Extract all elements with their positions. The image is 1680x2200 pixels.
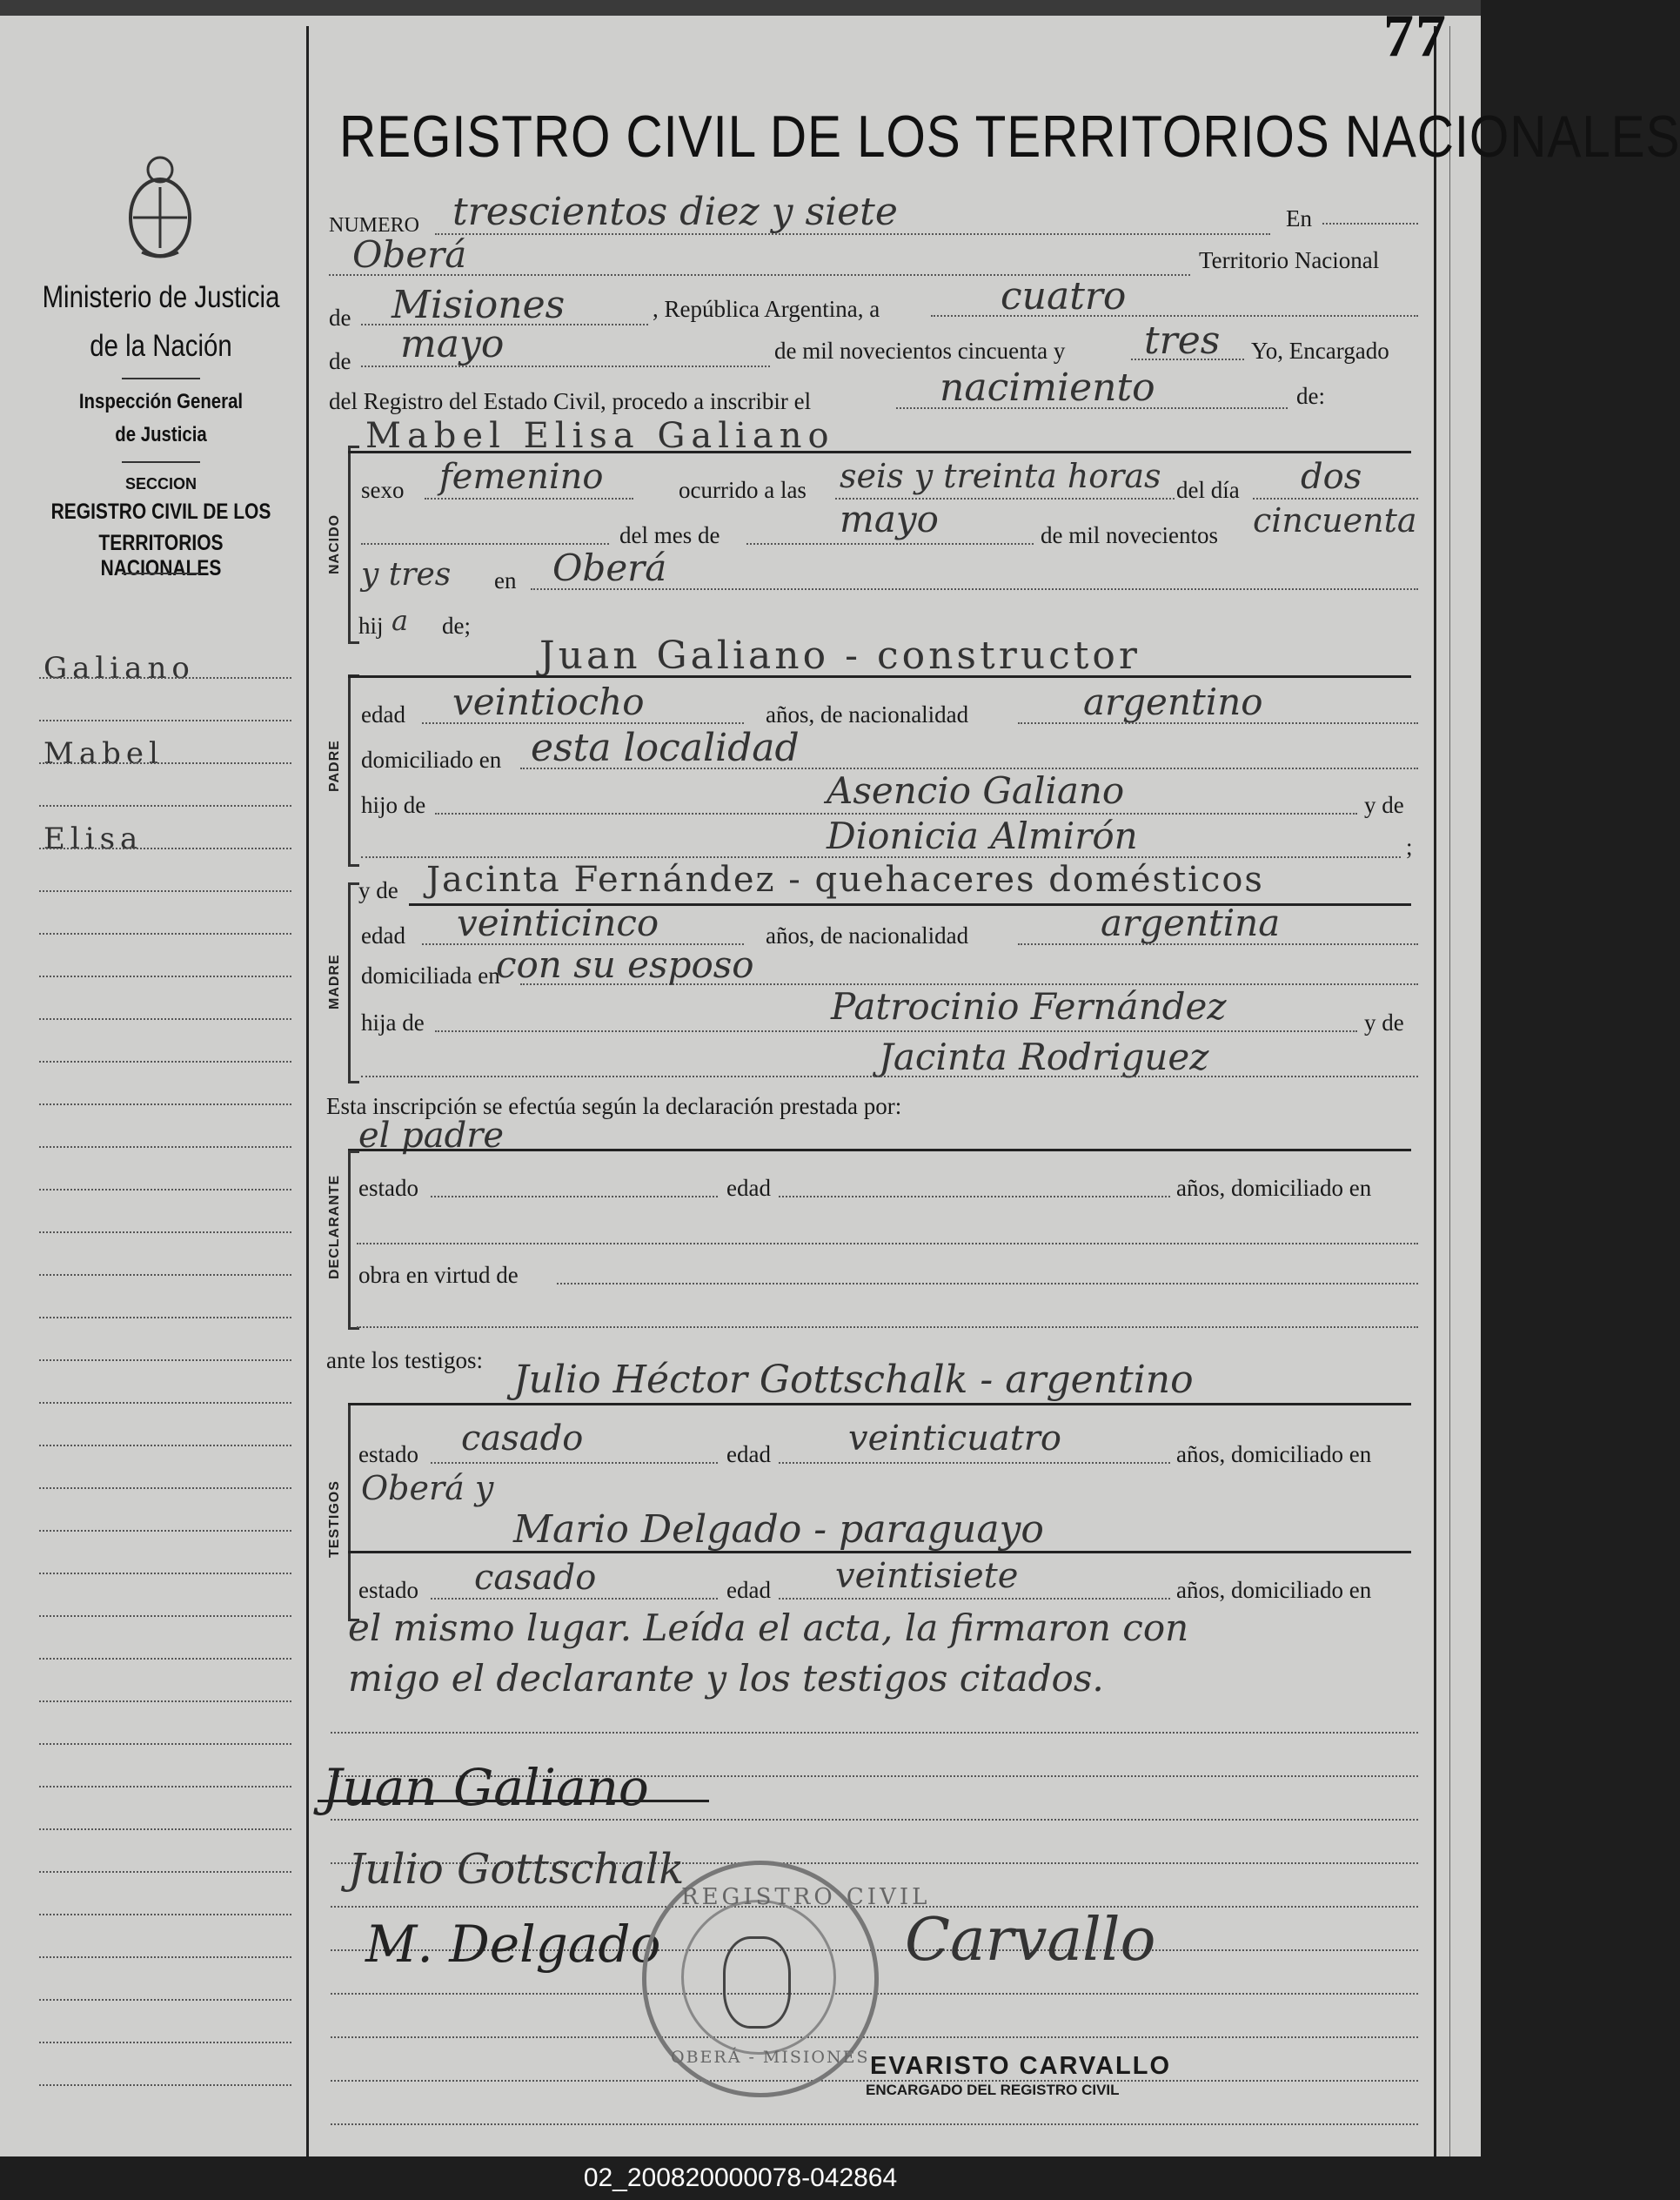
- padre-edad-label: edad: [361, 701, 405, 728]
- lugar-value: Oberá: [352, 233, 467, 276]
- anio-nac-value1: cincuenta: [1253, 501, 1417, 540]
- declaracion-value: el padre: [358, 1116, 505, 1156]
- margin-ruled-line: [39, 1146, 291, 1148]
- margin-ruled-line: [39, 933, 291, 935]
- dia-nac-line: [1253, 498, 1418, 500]
- margin-ruled-line: [39, 1871, 291, 1873]
- padre-end-label: ;: [1406, 834, 1413, 860]
- madre-nacionalidad-label: años, de nacionalidad: [766, 922, 969, 949]
- margin-ruled-line: [39, 1103, 291, 1105]
- registro-label: del Registro del Estado Civil, procedo a inscribir el: [329, 388, 812, 414]
- margin-ruled-line: [39, 1828, 291, 1830]
- margin-ruled-line: [39, 1487, 291, 1489]
- madre-hija-line: [435, 1030, 1357, 1032]
- margin-ruled-line: [39, 1445, 291, 1446]
- declarante-line2: [357, 1243, 1418, 1244]
- margin-ruled-line: [39, 2042, 291, 2043]
- ministry-underline: [122, 378, 200, 379]
- scan-id-footer: 02_200820000078-042864: [0, 2156, 1481, 2200]
- testigo1-anios-label: años, domiciliado en: [1176, 1441, 1372, 1467]
- testigo1-line: [348, 1403, 1411, 1405]
- declarante-estado-label: estado: [358, 1175, 418, 1201]
- mes-value: mayo: [400, 322, 505, 366]
- hijo-de-label: de;: [442, 613, 471, 639]
- yo-label: Yo, Encargado: [1251, 338, 1389, 364]
- declarante-side-label: DECLARANTE: [327, 1174, 342, 1279]
- dia-nac-value: dos: [1301, 457, 1362, 497]
- ministry-line1: Ministerio de Justicia: [42, 280, 280, 314]
- padre-nacionalidad-label: años, de nacionalidad: [766, 701, 969, 728]
- margin-ruled-line: [39, 1359, 291, 1361]
- padre-y-de-label: y de: [1364, 792, 1404, 818]
- scan-edge: [0, 0, 1481, 16]
- declarante-anios-label: años, domiciliado en: [1176, 1175, 1372, 1201]
- ministry-line2: de la Nación: [90, 329, 232, 363]
- padre-hijo-de-label: hijo de: [361, 792, 426, 818]
- stamp-text: REGISTRO CIVIL: [681, 1884, 931, 1910]
- padre-domicilio-label: domiciliado en: [361, 747, 502, 773]
- nacido-nombre-line: [348, 451, 1411, 453]
- signature-testigo2: M. Delgado: [365, 1915, 661, 1974]
- margin-ruled-line: [39, 1189, 291, 1191]
- madre-edad-label: edad: [361, 922, 405, 949]
- padre-madre-line: [361, 856, 1401, 858]
- sexo-label: sexo: [361, 477, 405, 503]
- nacido-side-label: NACIDO: [327, 513, 342, 574]
- margin-ruled-line: [39, 1700, 291, 1702]
- margin-ruled-line: [39, 976, 291, 977]
- margin-ruled-line: [39, 848, 291, 849]
- testigo1-edad-line: [779, 1462, 1170, 1464]
- hijo-suffix: a: [392, 604, 409, 637]
- madre-domicilio-label: domiciliada en: [361, 962, 500, 989]
- stamp-crest-icon: [723, 1936, 791, 2029]
- section-underline: [122, 573, 200, 574]
- del-mes-label: del mes de: [619, 522, 720, 548]
- territorio-label: Territorio Nacional: [1199, 247, 1380, 273]
- lugar-nac-value: Oberá: [552, 547, 667, 589]
- dia-value: cuatro: [1001, 274, 1127, 319]
- section-label: SECCION: [124, 475, 197, 493]
- anio-label: de mil novecientos cincuenta y: [774, 338, 1066, 364]
- madre-y-de2-label: y de: [1364, 1009, 1404, 1036]
- declarante-edad-label: edad: [726, 1175, 771, 1201]
- margin-ruled-line: [39, 1956, 291, 1958]
- stamp-bottom-text: OBERÁ - MISIONES: [671, 2048, 870, 2067]
- declarante-estado-line: [431, 1196, 718, 1197]
- madre-hija-de-label: hija de: [361, 1009, 425, 1036]
- inspection-line2: de Justicia: [115, 423, 207, 446]
- lower-ruled-line: [331, 1819, 1418, 1821]
- folio-number: 77: [1383, 3, 1448, 70]
- madre-bracket: [348, 882, 359, 1083]
- margin-ruled-line: [39, 1274, 291, 1276]
- lower-ruled-line: [331, 1732, 1418, 1734]
- padre-nombre: Juan Galiano - constructor: [539, 634, 1141, 678]
- section-line1: REGISTRO CIVIL DE LOS: [50, 500, 271, 524]
- testigos-label: ante los testigos:: [326, 1347, 483, 1373]
- section-line2: TERRITORIOS NACIONALES: [98, 531, 224, 580]
- de3-label: de:: [1296, 383, 1325, 409]
- testigo1-estado-value: casado: [461, 1419, 584, 1459]
- right-border: [1434, 26, 1436, 2156]
- margin-ruled-line: [39, 1018, 291, 1020]
- testigo2-edad-value: veintisiete: [835, 1556, 1019, 1596]
- lower-ruled-line: [331, 2036, 1418, 2038]
- testigo2-edad-label: edad: [726, 1577, 771, 1603]
- mes-nac-line: [746, 543, 1034, 545]
- cierre-line1: el mismo lugar. Leída el acta, la firmaron con: [348, 1606, 1189, 1649]
- declaracion-label: Esta inscripción se efectúa según la declaración prestada por:: [326, 1093, 902, 1119]
- republica-label: , República Argentina, a: [653, 296, 880, 322]
- ocurrido-label: ocurrido a las: [679, 477, 807, 503]
- testigo1-domicilio-value: Oberá y: [361, 1469, 494, 1507]
- hora-value: seis y treinta horas: [840, 457, 1161, 495]
- sexo-value: femenino: [439, 457, 604, 497]
- testigos-side-label: TESTIGOS: [327, 1480, 342, 1558]
- far-right-border: [1449, 26, 1450, 2156]
- civil-registry-stamp: [642, 1861, 931, 2097]
- signature-padre-strike: [318, 1800, 709, 1802]
- inspection-underline: [122, 461, 200, 463]
- margin-ruled-line: [39, 1999, 291, 2001]
- margin-ruled-line: [39, 720, 291, 721]
- mil-label: de mil novecientos: [1041, 522, 1218, 548]
- territorio-value: Misiones: [392, 283, 566, 327]
- anio-value: tres: [1144, 319, 1221, 363]
- margin-ruled-line: [39, 890, 291, 892]
- padre-nombre-line: [348, 675, 1411, 678]
- declarante-obra-line: [557, 1283, 1418, 1284]
- margin-ruled-line: [39, 1914, 291, 1915]
- hijo-label: hij: [358, 613, 384, 639]
- declarante-edad-line: [779, 1196, 1170, 1197]
- sexo-line: [425, 498, 633, 500]
- anio-nac-value2: y tres: [361, 557, 452, 593]
- padre-padre-value: Asencio Galiano: [827, 769, 1125, 812]
- margin-ruled-line: [39, 2084, 291, 2086]
- signature-encargado: Carvallo: [905, 1906, 1156, 1975]
- margin-ruled-line: [39, 1061, 291, 1063]
- margin-ruled-line: [39, 1317, 291, 1318]
- padre-madre-value: Dionicia Almirón: [827, 815, 1138, 857]
- testigo2-anios-label: años, domiciliado en: [1176, 1577, 1372, 1603]
- numero-value: trescientos diez y siete: [452, 190, 898, 234]
- officer-role: ENCARGADO DEL REGISTRO CIVIL: [866, 2082, 1120, 2098]
- del-dia-label: del día: [1176, 477, 1240, 503]
- padre-domicilio-value: esta localidad: [531, 726, 800, 770]
- inspection-line1: Inspección General: [78, 390, 244, 413]
- coat-of-arms-icon: [124, 152, 196, 265]
- page-title: REGISTRO CIVIL DE LOS TERRITORIOS NACIONALES: [339, 104, 1680, 170]
- testigo2-value: Mario Delgado - paraguayo: [513, 1507, 1044, 1552]
- officer-name: EVARISTO CARVALLO: [870, 2052, 1172, 2080]
- margin-ruled-line: [39, 1231, 291, 1233]
- margin-ruled-line: [39, 1786, 291, 1788]
- margin-ruled-line: [39, 1573, 291, 1574]
- cierre-line2: migo el declarante y los testigos citados.: [348, 1657, 1104, 1700]
- lower-ruled-line: [331, 2123, 1418, 2125]
- testigo2-estado-line: [431, 1598, 718, 1600]
- margin-ruled-line: [39, 1743, 291, 1745]
- en-label: En: [1286, 205, 1312, 231]
- nacido-nombre: Mabel Elisa Galiano: [365, 416, 835, 456]
- en-line: [1322, 223, 1418, 225]
- margin-ruled-line: [39, 1530, 291, 1532]
- margin-name1: Mabel: [44, 736, 164, 771]
- testigo1-estado-line: [431, 1462, 718, 1464]
- testigo2-estado-value: casado: [474, 1558, 597, 1598]
- testigo1-edad-label: edad: [726, 1441, 771, 1467]
- madre-y-de-label: y de: [358, 877, 398, 903]
- testigo2-edad-line: [779, 1598, 1170, 1600]
- margin-divider: [306, 26, 309, 2156]
- madre-madre-line: [361, 1076, 1418, 1077]
- margin-ruled-line: [39, 1658, 291, 1660]
- madre-madre-value: Jacinta Rodriguez: [879, 1036, 1209, 1078]
- margin-ruled-line: [39, 677, 291, 679]
- margin-ruled-line: [39, 805, 291, 807]
- margin-name2: Elisa: [44, 822, 144, 856]
- signature-padre: Juan Galiano: [322, 1758, 649, 1817]
- madre-padre-value: Patrocinio Fernández: [831, 985, 1227, 1028]
- declarante-top-line: [348, 1149, 1411, 1151]
- madre-domicilio-value: con su esposo: [496, 943, 754, 986]
- testigo1-edad-value: veinticuatro: [848, 1419, 1061, 1459]
- numero-label: NUMERO: [329, 214, 420, 237]
- madre-nombre: Jacinta Fernández - quehaceres domésticos: [426, 860, 1264, 900]
- de2-label: de: [329, 348, 351, 374]
- margin-ruled-line: [39, 1402, 291, 1404]
- madre-side-label: MADRE: [327, 954, 342, 1009]
- testigo1-estado-label: estado: [358, 1441, 418, 1467]
- padre-bracket: [348, 674, 359, 867]
- madre-nacionalidad-value: argentina: [1101, 902, 1281, 944]
- margin-surname: Galiano: [44, 651, 195, 686]
- declarante-line4: [357, 1326, 1418, 1328]
- padre-edad-value: veintiocho: [452, 681, 645, 723]
- en-nac-label: en: [494, 567, 517, 594]
- acto-value: nacimiento: [940, 366, 1155, 410]
- testigo1-value: Julio Héctor Gottschalk - argentino: [513, 1358, 1194, 1402]
- testigo2-line: [348, 1551, 1411, 1553]
- signature-testigo1: Julio Gottschalk: [348, 1845, 685, 1894]
- madre-edad-value: veinticinco: [457, 902, 659, 944]
- margin-ruled-line: [39, 762, 291, 764]
- padre-side-label: PADRE: [327, 740, 342, 792]
- declarante-obra-label: obra en virtud de: [358, 1262, 519, 1288]
- margin-ruled-line: [39, 1615, 291, 1617]
- testigo2-estado-label: estado: [358, 1577, 418, 1603]
- padre-nacionalidad-value: argentino: [1083, 681, 1263, 723]
- dia-cont-line: [361, 543, 609, 545]
- de-label: de: [329, 305, 351, 331]
- mes-nac-value: mayo: [840, 498, 939, 540]
